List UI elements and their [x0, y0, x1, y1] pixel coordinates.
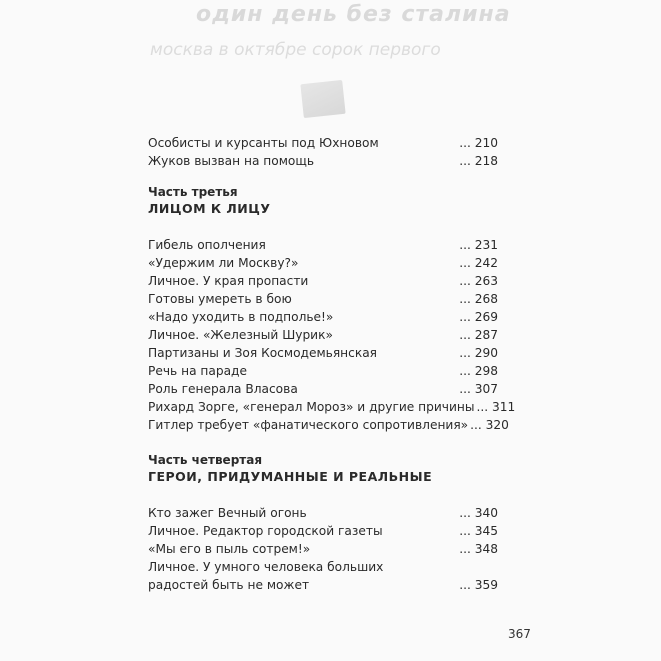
toc-entry: Личное. У умного человека больших радостей быть не может ... 359 [148, 560, 498, 592]
part-label: Часть третья [148, 185, 238, 199]
page-number: 367 [508, 627, 531, 641]
part-label: Часть четвертая [148, 453, 263, 467]
toc-entry: Гибель ополчения ... 231 [148, 238, 498, 252]
toc-entry: Особисты и курсанты под Юхновом ... 210 [148, 136, 498, 150]
toc-entry: Роль генерала Власова ... 307 [148, 382, 498, 396]
toc-entry: Личное. Редактор городской газеты ... 345 [148, 524, 498, 538]
publisher-logo-show-through [300, 80, 345, 118]
table-of-contents [148, 134, 516, 594]
part-title: ГЕРОИ, ПРИДУМАННЫЕ И РЕАЛЬНЫЕ [148, 469, 433, 484]
toc-entry: Готовы умереть в бою ... 268 [148, 292, 498, 306]
toc-entry: Жуков вызван на помощь ... 218 [148, 154, 498, 168]
toc-entry: «Мы его в пыль сотрем!» ... 348 [148, 542, 498, 556]
part-title: ЛИЦОМ К ЛИЦУ [148, 201, 271, 216]
toc-entry: «Удержим ли Москву?» ... 242 [148, 256, 498, 270]
ghost-header-title: один день без сталина [196, 2, 511, 27]
toc-entry: Кто зажег Вечный огонь ... 340 [148, 506, 498, 520]
toc-entry: Рихард Зорге, «генерал Мороз» и другие причины ... 311 [148, 400, 516, 414]
toc-entry: Речь на параде ... 298 [148, 364, 498, 378]
toc-entry: Гитлер требует «фанатического сопротивления» ... 320 [148, 418, 509, 432]
toc-entry: «Надо уходить в подполье!» ... 269 [148, 310, 498, 324]
ghost-header-subtitle: москва в октябре сорок первого [150, 40, 441, 60]
toc-entry: Личное. У края пропасти ... 263 [148, 274, 498, 288]
toc-entry: Личное. «Железный Шурик» ... 287 [148, 328, 498, 342]
toc-entry: Партизаны и Зоя Космодемьянская ... 290 [148, 346, 498, 360]
